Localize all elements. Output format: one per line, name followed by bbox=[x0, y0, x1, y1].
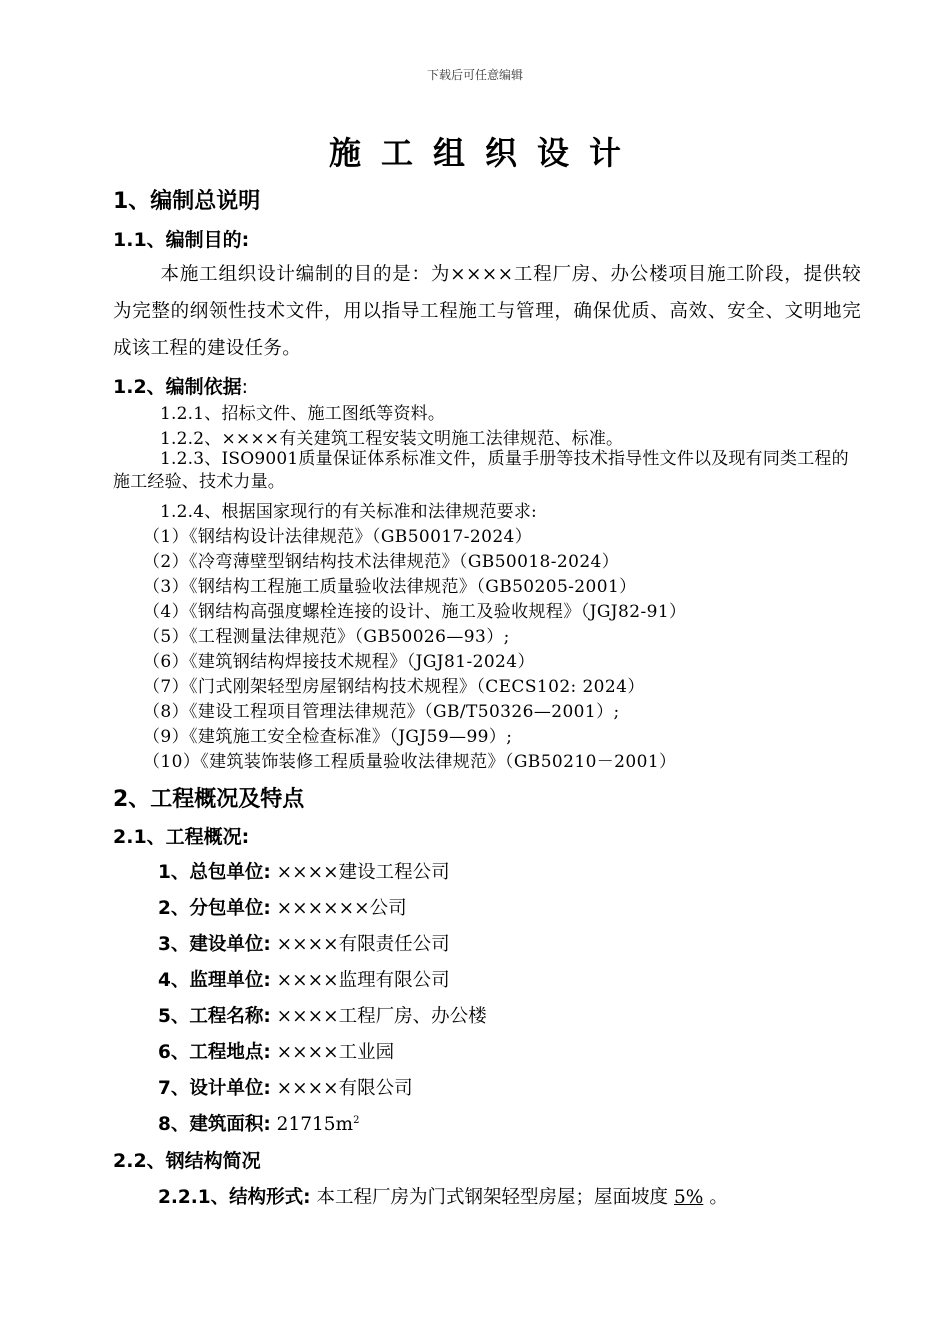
section-2-2-heading: 2.2、钢结构简况 bbox=[113, 1150, 261, 1172]
standard-item: （5）《工程测量法律规范》（GB50026—93）; bbox=[143, 627, 510, 647]
document-title: 施工组织设计 bbox=[328, 134, 641, 172]
standard-item: （9）《建筑施工安全检查标准》（JGJ59—99）; bbox=[143, 727, 513, 747]
standard-item: （3）《钢结构工程施工质量验收法律规范》（GB50205-2001） bbox=[143, 577, 637, 597]
section-1-2-heading-text: 1.2、编制依据 bbox=[113, 376, 242, 398]
overview-label: 4、监理单位: bbox=[158, 970, 271, 991]
section-2-1-heading: 2.1、工程概况: bbox=[113, 826, 250, 848]
overview-value: ××××建设工程公司 bbox=[276, 862, 450, 883]
area-unit-superscript: 2 bbox=[353, 1114, 360, 1126]
overview-item bbox=[158, 1074, 413, 1100]
structure-form-line bbox=[158, 1183, 728, 1209]
overview-item bbox=[158, 1002, 487, 1028]
section-1-2-heading-colon: : bbox=[241, 376, 249, 398]
overview-item bbox=[158, 966, 450, 992]
overview-item bbox=[158, 930, 450, 956]
structure-form-text: 本工程厂房为门式钢架轻型房屋；屋面坡度 bbox=[316, 1187, 668, 1208]
overview-label: 7、设计单位: bbox=[158, 1078, 271, 1099]
overview-value: ××××有限责任公司 bbox=[276, 934, 450, 955]
basis-item-4: 1.2.4、根据国家现行的有关标准和法律规范要求: bbox=[160, 502, 537, 522]
standard-item: （2）《冷弯薄壁型钢结构技术法律规范》（GB50018-2024） bbox=[143, 552, 620, 572]
overview-label: 8、建筑面积: bbox=[158, 1114, 271, 1135]
overview-value: 21715m bbox=[276, 1114, 354, 1135]
standard-item: （7）《门式刚架轻型房屋钢结构技术规程》（CECS102: 2024） bbox=[143, 677, 645, 697]
section-1-heading: 1、编制总说明 bbox=[113, 189, 261, 214]
basis-item-1: 1.2.1、招标文件、施工图纸等资料。 bbox=[160, 404, 446, 424]
overview-item bbox=[158, 1038, 394, 1064]
purpose-text: 本施工组织设计编制的目的是：为××××工程厂房、办公楼项目施工阶段，提供较为完整的纲领性技术文件，用以指导工程施工与管理，确保优质、高效、安全、文明地完成该工程的建设任务。 bbox=[113, 264, 861, 359]
overview-item bbox=[158, 894, 407, 920]
overview-label: 2、分包单位: bbox=[158, 898, 271, 919]
overview-value: ××××工业园 bbox=[276, 1042, 395, 1063]
section-1-2-heading bbox=[113, 372, 248, 399]
standard-item: （6）《建筑钢结构焊接技术规程》（JGJ81-2024） bbox=[143, 652, 535, 672]
standard-item: （10）《建筑装饰装修工程质量验收法律规范》（GB50210－2001） bbox=[143, 752, 677, 772]
overview-value: ××××工程厂房、办公楼 bbox=[276, 1006, 487, 1027]
overview-item bbox=[158, 1110, 359, 1136]
overview-value: ××××××公司 bbox=[276, 898, 407, 919]
section-1-1-heading: 1.1、编制目的: bbox=[113, 229, 250, 251]
overview-item bbox=[158, 858, 450, 884]
standard-item: （4）《钢结构高强度螺栓连接的设计、施工及验收规程》（JGJ82-91） bbox=[143, 602, 687, 622]
overview-label: 5、工程名称: bbox=[158, 1006, 271, 1027]
standard-item: （1）《钢结构设计法律规范》（GB50017-2024） bbox=[143, 527, 533, 547]
overview-label: 3、建设单位: bbox=[158, 934, 271, 955]
structure-form-end: 。 bbox=[709, 1187, 728, 1208]
purpose-paragraph bbox=[113, 256, 861, 367]
basis-item-3 bbox=[113, 448, 861, 494]
overview-label: 6、工程地点: bbox=[158, 1042, 271, 1063]
basis-item-2: 1.2.2、××××有关建筑工程安装文明施工法律规范、标准。 bbox=[160, 429, 624, 449]
standard-item: （8）《建设工程项目管理法律规范》（GB/T50326—2001）; bbox=[143, 702, 620, 722]
basis-item-3-text: 1.2.3、ISO9001质量保证体系标准文件，质量手册等技术指导性文件以及现有同类工程的施工经验、技术力量。 bbox=[113, 449, 849, 492]
overview-value: ××××有限公司 bbox=[276, 1078, 413, 1099]
page-header: 下载后可任意编辑 bbox=[426, 68, 523, 82]
section-2-heading: 2、工程概况及特点 bbox=[113, 787, 305, 812]
roof-slope-value: 5% bbox=[673, 1187, 704, 1208]
overview-label: 1、总包单位: bbox=[158, 862, 271, 883]
structure-form-label: 2.2.1、结构形式: bbox=[158, 1187, 311, 1208]
overview-value: ××××监理有限公司 bbox=[276, 970, 450, 991]
